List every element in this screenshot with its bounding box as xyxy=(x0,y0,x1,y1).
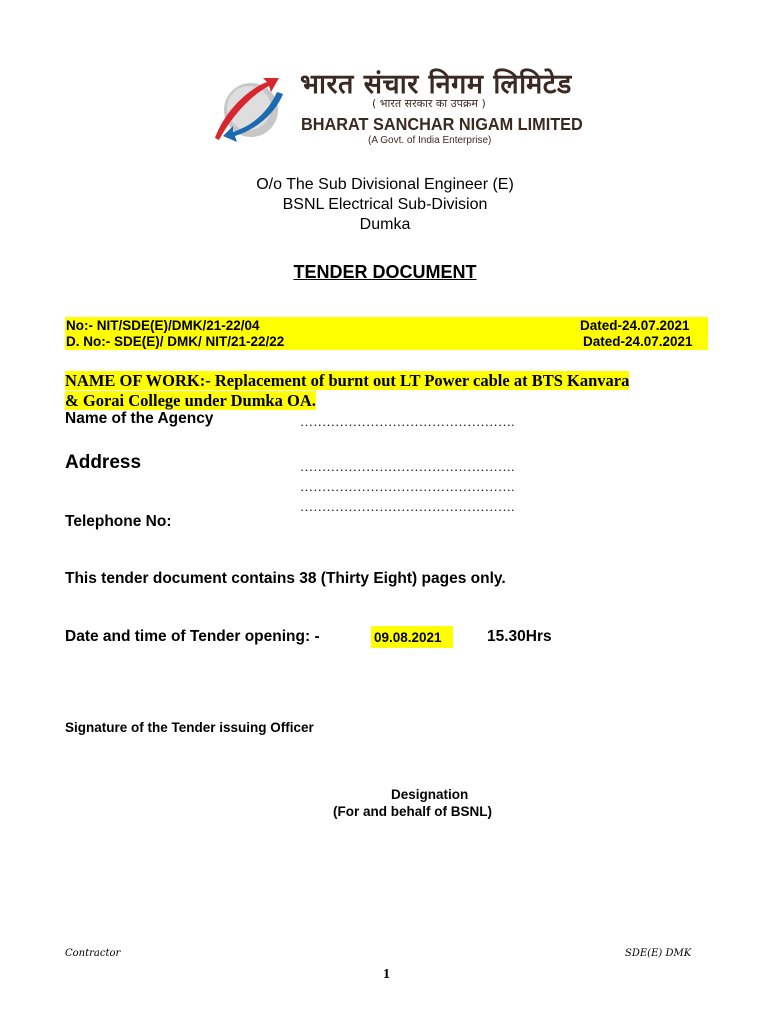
address-field-line-3[interactable]: …………………………………………. xyxy=(300,499,515,514)
designation-label: Designation xyxy=(391,787,469,802)
opening-label: Date and time of Tender opening: - xyxy=(65,628,320,645)
office-line-1: O/o The Sub Divisional Engineer (E) xyxy=(256,176,514,193)
telephone-label: Telephone No: xyxy=(65,513,172,530)
dispatch-date: Dated-24.07.2021 xyxy=(583,334,693,349)
dispatch-number: D. No:- SDE(E)/ DMK/ NIT/21-22/22 xyxy=(66,334,285,349)
name-of-work-line-1: NAME OF WORK:- Replacement of burnt out LT Power cable at BTS Kanvara xyxy=(65,371,630,390)
pages-note: This tender document contains 38 (Thirty Eight) pages only. xyxy=(65,570,506,587)
document-title: TENDER DOCUMENT xyxy=(293,262,477,282)
address-label: Address xyxy=(65,452,142,473)
agency-label: Name of the Agency xyxy=(65,410,214,427)
address-field-line-1[interactable]: …………………………………………. xyxy=(300,459,515,474)
footer-contractor: Contractor xyxy=(65,948,121,959)
logo-english-subtitle: (A Govt. of India Enterprise) xyxy=(368,135,492,146)
logo-english-name: BHARAT SANCHAR NIGAM LIMITED xyxy=(301,114,583,134)
bsnl-emblem-icon xyxy=(205,70,287,152)
opening-date: 09.08.2021 xyxy=(374,630,442,645)
signature-label: Signature of the Tender issuing Officer xyxy=(65,720,314,735)
address-field-line-2[interactable]: …………………………………………. xyxy=(300,479,515,494)
footer-sde: SDE(E) DMK xyxy=(625,948,692,959)
designation-subtitle: (For and behalf of BSNL) xyxy=(333,804,492,819)
name-of-work-line-2: & Gorai College under Dumka OA. xyxy=(65,391,316,410)
opening-time: 15.30Hrs xyxy=(487,628,552,645)
office-line-2: BSNL Electrical Sub-Division xyxy=(282,196,488,213)
name-of-work xyxy=(65,371,705,411)
office-line-3: Dumka xyxy=(359,216,411,233)
logo-hindi-subtitle: ( भारत सरकार का उपक्रम ) xyxy=(372,97,486,110)
agency-field[interactable]: …………………………………………. xyxy=(300,414,515,429)
tender-number: No:- NIT/SDE(E)/DMK/21-22/04 xyxy=(66,318,260,333)
tender-date: Dated-24.07.2021 xyxy=(580,318,690,333)
logo-hindi-name: भारत संचार निगम लिमिटेड xyxy=(300,69,572,100)
page-number: 1 xyxy=(383,967,390,982)
